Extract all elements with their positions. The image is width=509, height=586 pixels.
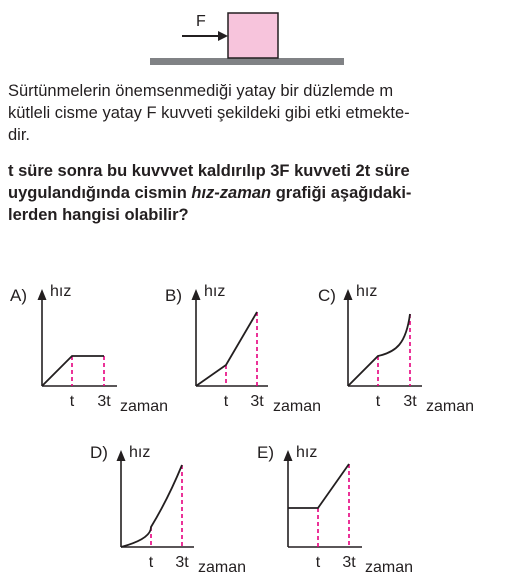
y-axis-label: hız <box>296 444 318 461</box>
problem-line-1: Sürtünmelerin önemsenmediği yatay bir düzlemde m <box>8 82 394 100</box>
force-figure <box>0 0 509 72</box>
option-e-letter: E) <box>257 443 274 462</box>
question-line-1: t süre sonra bu kuvvvet kaldırılıp 3F kuvveti 2t süre <box>8 162 410 180</box>
answer-graphs <box>0 260 509 586</box>
option-d-letter: D) <box>90 443 108 462</box>
velocity-curve <box>348 314 410 386</box>
option-e-graph[interactable] <box>257 443 413 576</box>
option-b-letter: B) <box>165 286 182 305</box>
question-italic: hız-zaman <box>191 184 272 202</box>
x-axis-label: zaman <box>198 559 247 576</box>
y-axis-label: hız <box>204 283 226 300</box>
question-line-3: lerden hangisi olabilir? <box>8 206 189 224</box>
velocity-curve <box>42 356 104 386</box>
y-axis-arrow-icon <box>38 289 47 300</box>
problem-line-3: dir. <box>8 126 31 144</box>
y-axis-label: hız <box>129 444 151 461</box>
tick-label-3t: 3t <box>403 393 417 410</box>
question-line-2-start: uygulandığında cismin <box>8 184 192 202</box>
y-axis-arrow-icon <box>284 450 293 461</box>
x-axis-label: zaman <box>120 398 169 415</box>
option-d-graph[interactable] <box>90 443 246 576</box>
tick-label-t: t <box>69 393 75 410</box>
tick-label-t: t <box>315 554 321 571</box>
tick-label-t: t <box>375 393 381 410</box>
option-c-graph[interactable] <box>318 283 474 415</box>
question-line-2 <box>8 182 502 204</box>
y-axis-label: hız <box>356 283 378 300</box>
velocity-curve <box>288 464 349 508</box>
option-a-letter: A) <box>10 286 27 305</box>
tick-label-3t: 3t <box>342 554 356 571</box>
force-label: F <box>196 13 206 30</box>
x-axis-label: zaman <box>426 398 475 415</box>
y-axis-label: hız <box>50 283 72 300</box>
tick-label-t: t <box>148 554 154 571</box>
x-axis-label: zaman <box>273 398 322 415</box>
problem-text <box>8 80 502 146</box>
option-c-letter: C) <box>318 286 336 305</box>
y-axis-arrow-icon <box>117 450 126 461</box>
tick-label-3t: 3t <box>250 393 264 410</box>
question-text <box>8 160 502 226</box>
tick-label-t: t <box>223 393 229 410</box>
block <box>228 13 278 58</box>
option-b-graph[interactable] <box>165 283 321 415</box>
problem-line-2: kütleli cisme yatay F kuvveti şekildeki gibi etki etmekte- <box>8 104 410 122</box>
question-line-2-end: grafiği aşağıdaki- <box>271 184 412 202</box>
tick-label-3t: 3t <box>175 554 189 571</box>
option-a-graph[interactable] <box>10 283 168 415</box>
ground <box>150 58 344 65</box>
y-axis-arrow-icon <box>344 289 353 300</box>
y-axis-arrow-icon <box>192 289 201 300</box>
tick-label-3t: 3t <box>97 393 111 410</box>
force-arrow-head <box>218 31 228 41</box>
x-axis-label: zaman <box>365 559 414 576</box>
